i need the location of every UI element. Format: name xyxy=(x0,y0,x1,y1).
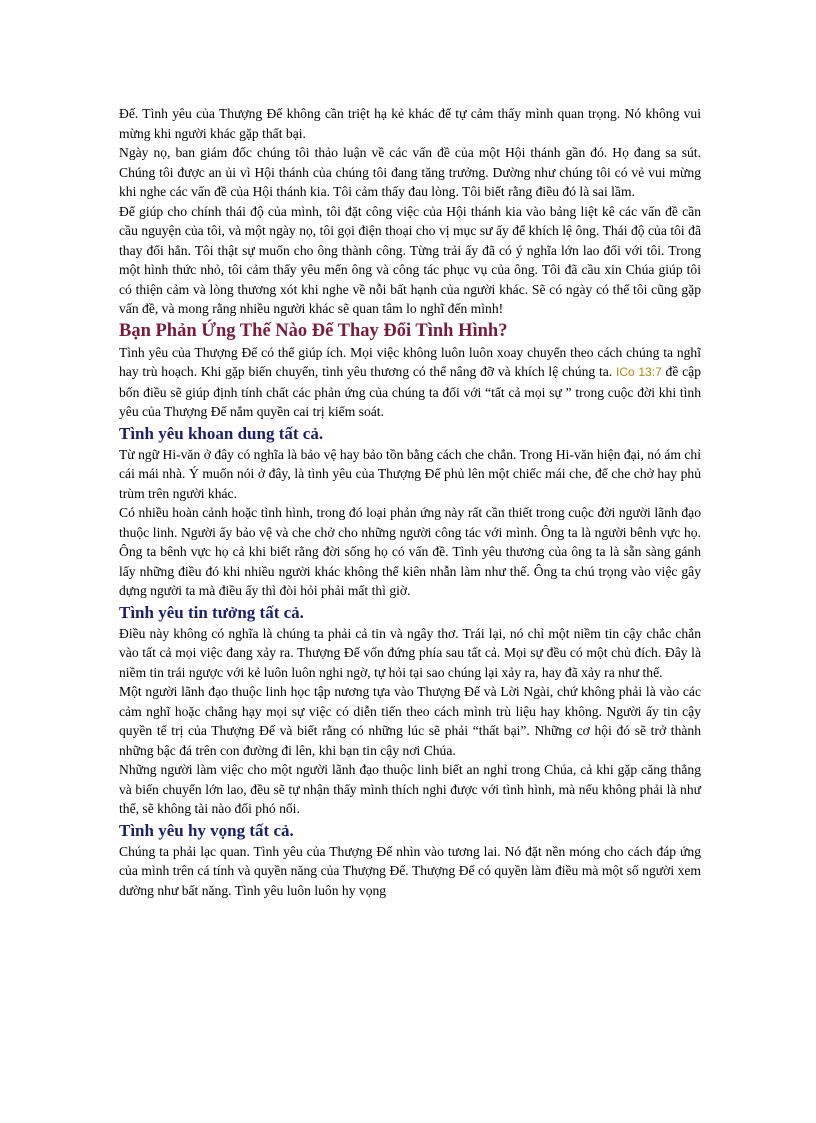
document-page xyxy=(119,104,701,900)
paragraph-love-can-help xyxy=(119,343,701,422)
paragraph-greek-word: Từ ngữ Hi-văn ở đây có nghĩa là bảo vệ hay bảo tồn bằng cách che chắn. Trong Hi-văn hiện đại, nó ám chỉ cái mái nhà. Ý muốn nói ở đây, là tình yêu của Thượng Đế phủ lên một chiếc mái che, để che chở hay phủ trùm trên người khác. xyxy=(119,446,701,501)
section-heading-how-respond: Bạn Phản Ứng Thế Nào Để Thay Đổi Tình Hình? xyxy=(119,320,508,341)
paragraph-not-naive: Điều này không có nghĩa là chúng ta phải cả tin và ngây thơ. Trái lại, nó chỉ một niềm tin cậy chắc chắn vào tất cả mọi việc đang xảy ra. Thượng Đế vốn đứng phía sau tất cả. Mọi sự đều có một chủ đích. Đây là niềm tin trái ngược với kẻ luôn luôn nghi ngờ, tự hỏi tại sao chúng lại xảy ra, hay đã xảy ra như thế. xyxy=(119,625,701,680)
paragraph-text: Tình yêu của Thượng Đế có thể giúp ích. Mọi việc không luôn luôn xoay chuyển theo cách chúng ta nghĩ hay trù hoạch. Khi gặp biến chuyển, tình yêu thương có thể nâng đỡ và khích lệ chúng ta. xyxy=(119,344,701,379)
subheading-love-hopes-all: Tình yêu hy vọng tất cả. xyxy=(119,820,294,840)
paragraph-prayer-list: Để giúp cho chính thái độ của mình, tôi đặt công việc của Hội thánh kia vào bảng liệt kê các vấn đề cần cầu nguyện của tôi, và một ngày nọ, tôi gọi điện thoại cho vị mục sư ấy để khích lệ ông. Thái độ của tôi đã thay đổi hẳn. Tôi thật sự muốn cho ông thành công. Từng trải ấy đã có ý nghĩa lớn lao đối với tôi. Trong một hình thức nhỏ, tôi cảm thấy yêu mến ông và công tác phục vụ của ông. Tôi đã cầu xin Chúa giúp tôi có thiện cảm và lòng thương xót khi nghe về nỗi bất hạnh của người khác. Sẽ có ngày có thể tôi cũng gặp vấn đề, và mong rằng nhiều người khác sẽ quan tâm lo nghĩ đến mình! xyxy=(119,203,701,316)
paragraph-text: đề cập bốn điều sẽ giúp định tính chất các phản ứng của chúng ta đối với “tất cả mọi sự ” trong cuộc đời khi tình yêu của Thượng Đế nắm quyền cai trị kiểm soát. xyxy=(119,364,701,419)
paragraph-rely-on-god: Một người lãnh đạo thuộc linh học tập nương tựa vào Thượng Đế và Lời Ngài, chứ không phải là vào các cảm nghĩ hoặc chẳng hạy mọi sự việc có diễn tiến theo cách mình trù liệu hay không. Người ấy tin cậy quyền tể trị của Thượng Đế và biết rằng có những lúc sẽ phải “thất bại”. Những cơ hội đó sẽ trở thành những bậc đá trên con đường đi lên, khi bạn tin cậy nơi Chúa. xyxy=(119,684,701,758)
paragraph-love-not-rejoice: Đế. Tình yêu của Thượng Đế không cần triệt hạ kẻ khác để tự cảm thấy mình quan trọng. Nó không vui mừng khi người khác gặp thất bại. xyxy=(119,106,701,141)
paragraph-optimistic: Chúng ta phải lạc quan. Tình yêu của Thượng Đế nhìn vào tương lai. Nó đặt nền móng cho cách đáp ứng của mình trên cá tính và quyền năng của Thượng Đế. Thượng Đế có quyền làm điều mà một số người xem dường như bất năng. Tình yêu luôn luôn hy vọng xyxy=(119,843,701,898)
subheading-love-bears-all: Tình yêu khoan dung tất cả. xyxy=(119,423,324,443)
scripture-reference-link[interactable]: ICo 13:7 xyxy=(616,365,662,379)
paragraph-board-discussion: Ngày nọ, ban giám đốc chúng tôi thảo luận về các vấn đề của một Hội thánh gần đó. Họ đang sa sút. Chúng tôi được an ủi vì Hội thánh của chúng tôi đang tăng trưởng. Dường như chúng tôi có vẻ vui mừng khi nghe các vấn đề của Hội thánh kia. Tôi cảm thấy đau lòng. Tôi biết rằng điều đó là sai lầm. xyxy=(119,145,701,199)
paragraph-rest-in-lord: Những người làm việc cho một người lãnh đạo thuộc linh biết an nghỉ trong Chúa, cả khi gặp căng thẳng và biến chuyển lớn lao, đều sẽ tự nhận thấy mình thích nghi được với tình hình, mà nếu không phải là như thế, sẽ không tài nào đối phó nổi. xyxy=(119,762,701,816)
paragraph-protect-workers: Có nhiều hoàn cảnh hoặc tình hình, trong đó loại phản ứng này rất cần thiết trong cuộc đời người lãnh đạo thuộc linh. Người ấy bảo vệ và che chở cho những người công tác với mình. Ông ta là người bênh vực họ. Ông ta bênh vực họ cả khi biết rằng đời sống họ có vấn đề. Tình yêu thương của ông ta là sẵn sàng gánh lấy những điều đó khi nhiều người khác không thể kiên nhẫn làm như thế. Ông ta chú trọng vào việc gây dựng người ta mà điều ấy thì đòi hỏi phải mất thì giờ. xyxy=(119,505,701,598)
subheading-love-believes-all: Tình yêu tin tưởng tất cả. xyxy=(119,602,304,622)
